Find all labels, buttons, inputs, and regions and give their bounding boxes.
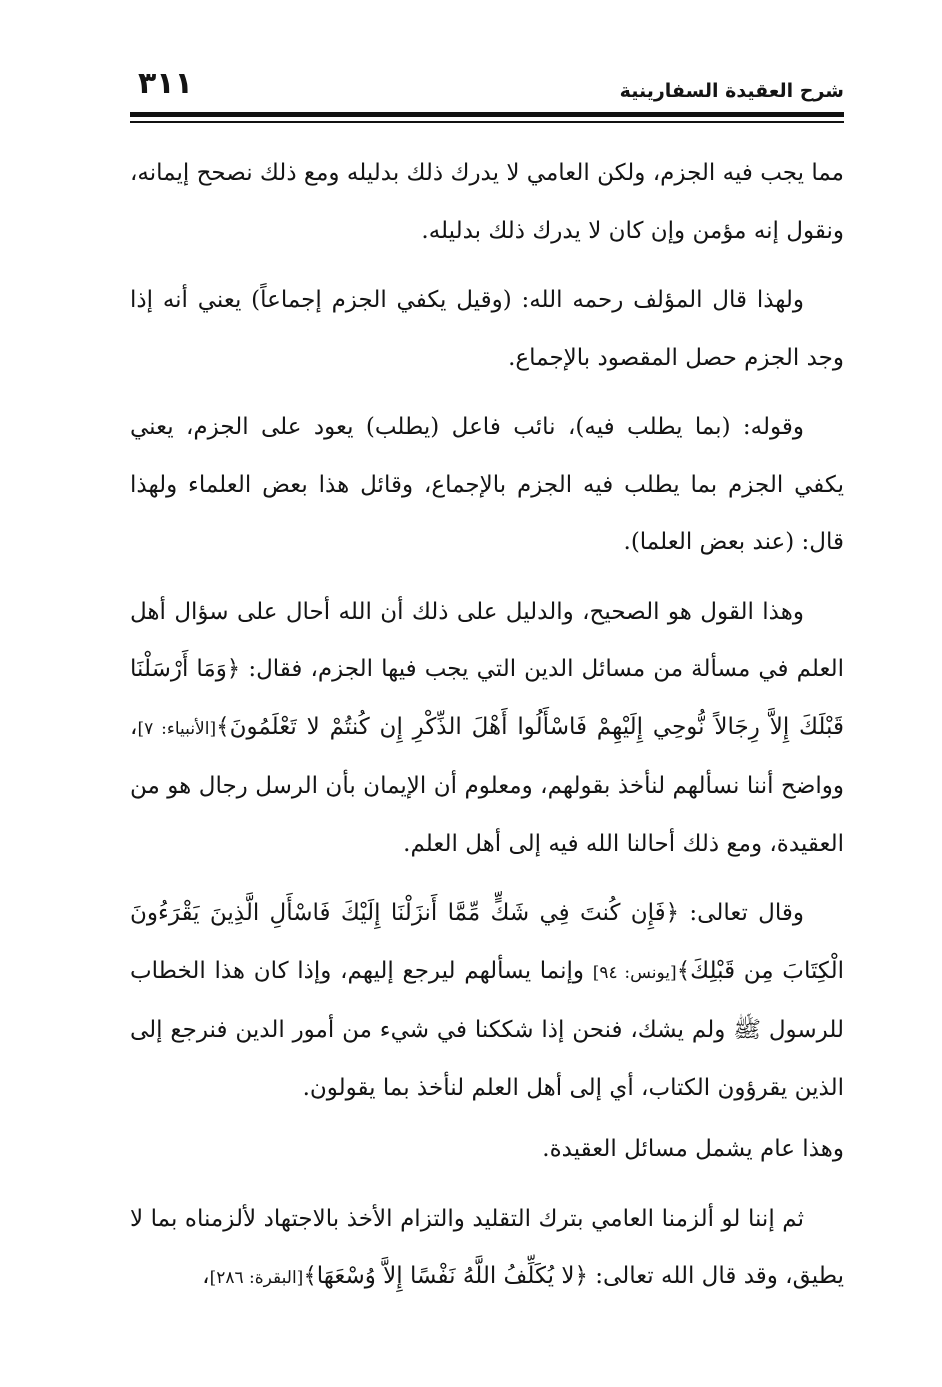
paragraph-5-text: وقال تعالى: ﴿فَإِن كُنتَ فِي شَكٍّ مِّمَّا أَنزَلْنَا إِلَيْكَ فَاسْأَلِ الَّذِينَ يَقْرَءُونَ الْكِتَابَ مِن قَبْلِكَ﴾ bbox=[130, 900, 845, 984]
paragraph-4-tail: ، وواضح أننا نسألهم لنأخذ بقولهم، ومعلوم أن الإيمان بأن الرسل رجال هو من العقيدة، ومع ذلك أحالنا الله فيه إلى أهل العلم. bbox=[130, 713, 844, 857]
quran-reference-baqara: [البقرة: ٢٨٦] bbox=[209, 1268, 304, 1288]
paragraph-5-continuation: وهذا عام يشمل مسائل العقيدة. bbox=[542, 1136, 844, 1162]
paragraph-6 bbox=[130, 1191, 844, 1308]
page-header bbox=[130, 66, 844, 110]
paragraph-1: مما يجب فيه الجزم، ولكن العامي لا يدرك ذلك بدليله ومع ذلك نصحح إيمانه، ونقول إنه مؤمن وإن كان لا يدرك ذلك بدليله. bbox=[130, 160, 844, 244]
book-title: شرح العقيدة السفارينية bbox=[619, 80, 844, 102]
header-rule-thin bbox=[130, 121, 844, 123]
paragraph-3: وقوله: (بما يطلب فيه)، نائب فاعل (يطلب) يعود على الجزم، يعني يكفي الجزم بما يطلب فيه الجزم بالإجماع، وقائل هذا بعض العلماء ولهذا قال: (عند بعض العلما). bbox=[130, 414, 844, 555]
quran-reference-yunus: [يونس: ٩٤] bbox=[592, 962, 677, 983]
page-number: ٣١١ bbox=[138, 66, 193, 101]
quran-reference-anbiya: [الأنبياء: ٧] bbox=[137, 718, 217, 739]
paragraph-4-text: وهذا القول هو الصحيح، والدليل على ذلك أن الله أحال على سؤال أهل العلم في مسألة من مسائل الدين التي يجب فيها الجزم، فقال: ﴿وَمَا أَرْسَلْنَا قَبْلَكَ إِلاَّ رِجَالاً نُّوحِي إِلَيْهِمْ فَاسْأَلُوا أَهْلَ الذِّكْرِ إِن كُنتُمْ لا تَعْلَمُونَ﴾ bbox=[130, 598, 844, 740]
header-rule-thick bbox=[130, 112, 844, 117]
paragraph-4 bbox=[130, 584, 844, 874]
paragraph-6-text: ثم إننا لو ألزمنا العامي بترك التقليد والتزام الأخذ بالاجتهاد لألزمناه بما لا يطيق، وقد قال الله تعالى: ﴿لا يُكَلِّفُ اللَّهُ نَفْسًا إِلاَّ وُسْعَهَا﴾ bbox=[130, 1205, 844, 1289]
body-text bbox=[130, 145, 844, 1320]
paragraph-5-tail: وإنما يسألهم ليرجع إليهم، وإذا كان هذا الخطاب للرسول ﷺ ولم يشك، فنحن إذا شككنا في شيء من أمور الدين فنرجع إلى الذين يقرؤون الكتاب، أي إلى أهل العلم لنأخذ بما يقولون. bbox=[130, 957, 844, 1101]
paragraph-2: ولهذا قال المؤلف رحمه الله: (وقيل يكفي الجزم إجماعاً) يعني أنه إذا وجد الجزم حصل المقصود بالإجماع. bbox=[130, 287, 844, 371]
paragraph-6-tail: ، bbox=[202, 1263, 210, 1289]
paragraph-5 bbox=[130, 885, 844, 1117]
